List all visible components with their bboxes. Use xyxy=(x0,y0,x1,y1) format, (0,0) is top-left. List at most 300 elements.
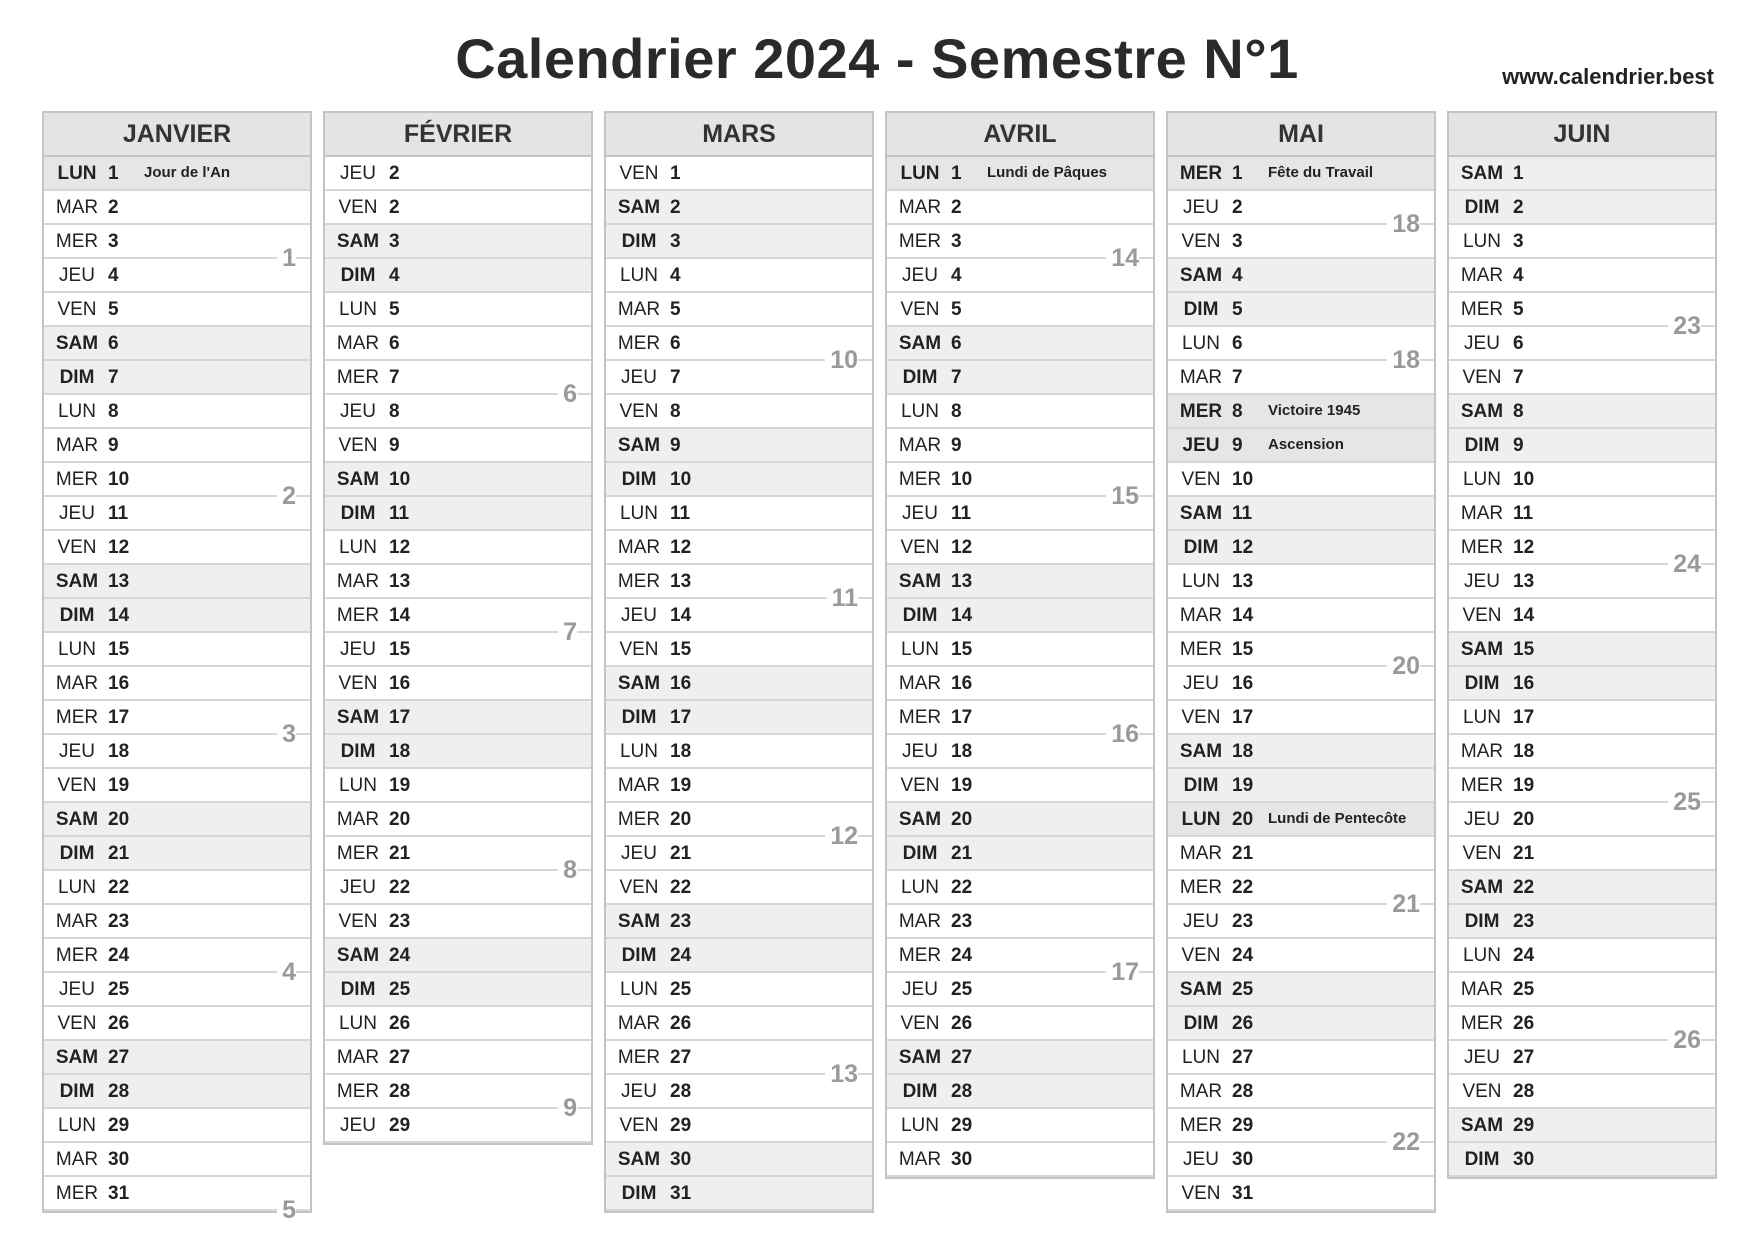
day-number: 29 xyxy=(108,1115,130,1136)
day-row[interactable] xyxy=(44,565,310,599)
day-row[interactable] xyxy=(606,497,872,531)
day-number: 4 xyxy=(108,265,119,286)
day-row[interactable] xyxy=(1449,1143,1715,1177)
day-row[interactable] xyxy=(44,463,310,497)
day-row[interactable] xyxy=(1168,1075,1434,1109)
website-url[interactable]: www.calendrier.best xyxy=(1502,64,1714,89)
day-name: LUN xyxy=(338,299,377,320)
day-number: 6 xyxy=(670,333,681,354)
day-row[interactable] xyxy=(325,905,591,939)
day-row[interactable] xyxy=(1449,735,1715,769)
day-row[interactable] xyxy=(325,327,591,361)
page-title: Calendrier 2024 - Semestre N°1 xyxy=(455,27,1299,90)
day-row[interactable] xyxy=(44,803,310,837)
day-number: 27 xyxy=(108,1047,130,1068)
day-row[interactable] xyxy=(325,939,591,973)
day-row[interactable] xyxy=(606,973,872,1007)
day-number: 18 xyxy=(670,741,692,762)
day-row[interactable] xyxy=(606,429,872,463)
holiday-label: Lundi de Pâques xyxy=(987,164,1108,181)
day-name: JEU xyxy=(1464,333,1500,354)
day-name: SAM xyxy=(55,571,99,592)
day-name: JEU xyxy=(59,503,95,524)
day-row[interactable] xyxy=(606,1177,872,1211)
day-number: 4 xyxy=(951,265,962,286)
day-number: 27 xyxy=(1232,1047,1254,1068)
day-row[interactable] xyxy=(44,1109,310,1143)
day-row[interactable] xyxy=(325,1041,591,1075)
day-row[interactable] xyxy=(44,667,310,701)
day-row[interactable] xyxy=(1449,225,1715,259)
day-row[interactable] xyxy=(325,497,591,531)
day-row[interactable] xyxy=(44,1143,310,1177)
day-name: DIM xyxy=(59,843,95,864)
day-row[interactable] xyxy=(325,837,591,871)
day-row[interactable] xyxy=(325,803,591,837)
day-number: 14 xyxy=(108,605,130,626)
day-number: 14 xyxy=(1513,605,1535,626)
day-name: MAR xyxy=(1460,503,1504,524)
day-number: 19 xyxy=(389,775,411,796)
day-row[interactable] xyxy=(887,803,1153,837)
day-row[interactable] xyxy=(325,531,591,565)
day-row[interactable] xyxy=(606,701,872,735)
day-row[interactable] xyxy=(887,667,1153,701)
day-row[interactable] xyxy=(1168,293,1434,327)
day-row[interactable] xyxy=(887,361,1153,395)
day-number: 1 xyxy=(951,163,962,184)
week-divider xyxy=(1324,903,1384,905)
day-row[interactable] xyxy=(606,769,872,803)
day-row[interactable] xyxy=(44,599,310,633)
day-number: 12 xyxy=(670,537,692,558)
day-number: 31 xyxy=(670,1183,692,1204)
day-row[interactable] xyxy=(1449,973,1715,1007)
day-row[interactable] xyxy=(887,1109,1153,1143)
day-row[interactable] xyxy=(1449,1109,1715,1143)
day-row[interactable] xyxy=(1449,395,1715,429)
day-row[interactable] xyxy=(44,735,310,769)
day-row[interactable] xyxy=(606,1007,872,1041)
day-row[interactable] xyxy=(606,939,872,973)
day-row[interactable] xyxy=(44,429,310,463)
day-row[interactable] xyxy=(1449,939,1715,973)
day-name: MER xyxy=(617,333,661,354)
day-row[interactable] xyxy=(44,531,310,565)
day-name: MAR xyxy=(1460,741,1504,762)
day-name: SAM xyxy=(898,809,942,830)
day-name: LUN xyxy=(900,1115,939,1136)
week-number: 10 xyxy=(825,346,858,374)
day-number: 24 xyxy=(389,945,411,966)
day-number: 7 xyxy=(389,367,400,388)
day-row[interactable] xyxy=(325,1075,591,1109)
day-number: 5 xyxy=(1513,299,1524,320)
day-row[interactable] xyxy=(44,1075,310,1109)
day-name: MER xyxy=(1179,639,1223,660)
day-row[interactable] xyxy=(325,429,591,463)
day-row[interactable] xyxy=(1449,667,1715,701)
day-name: MAR xyxy=(898,1149,942,1170)
day-number: 10 xyxy=(670,469,692,490)
day-row[interactable] xyxy=(1168,259,1434,293)
day-name: SAM xyxy=(898,571,942,592)
day-name: JEU xyxy=(1183,1149,1219,1170)
day-name: SAM xyxy=(55,1047,99,1068)
day-number: 29 xyxy=(670,1115,692,1136)
week-number: 18 xyxy=(1387,210,1420,238)
day-number: 22 xyxy=(1232,877,1254,898)
day-name: LUN xyxy=(338,1013,377,1034)
day-row[interactable] xyxy=(1168,735,1434,769)
day-row[interactable] xyxy=(606,463,872,497)
day-name: MER xyxy=(898,945,942,966)
day-name: LUN xyxy=(1181,571,1220,592)
day-row[interactable] xyxy=(1168,1041,1434,1075)
week-divider xyxy=(200,257,260,259)
day-row[interactable] xyxy=(325,361,591,395)
day-name: SAM xyxy=(1460,163,1504,184)
day-row[interactable] xyxy=(1168,939,1434,973)
day-row[interactable] xyxy=(44,327,310,361)
month-header: MARS xyxy=(606,113,872,157)
day-number: 30 xyxy=(1513,1149,1535,1170)
day-row[interactable] xyxy=(606,1143,872,1177)
day-number: 11 xyxy=(670,503,691,524)
day-number: 20 xyxy=(1232,809,1254,830)
day-number: 21 xyxy=(108,843,130,864)
week-divider xyxy=(1605,325,1665,327)
day-row[interactable] xyxy=(325,599,591,633)
day-row[interactable] xyxy=(606,667,872,701)
day-name: SAM xyxy=(55,809,99,830)
day-row[interactable] xyxy=(44,259,310,293)
day-row[interactable] xyxy=(325,157,591,191)
day-row[interactable] xyxy=(44,1177,310,1211)
day-row[interactable] xyxy=(325,395,591,429)
day-row[interactable] xyxy=(1168,395,1434,429)
day-name: LUN xyxy=(1181,333,1220,354)
day-name: DIM xyxy=(59,1081,95,1102)
day-row[interactable] xyxy=(325,871,591,905)
day-row[interactable] xyxy=(887,1075,1153,1109)
day-row[interactable] xyxy=(887,769,1153,803)
day-row[interactable] xyxy=(44,497,310,531)
day-number: 27 xyxy=(389,1047,411,1068)
day-row[interactable] xyxy=(1449,1075,1715,1109)
day-number: 17 xyxy=(389,707,411,728)
day-row[interactable] xyxy=(606,633,872,667)
day-row[interactable] xyxy=(44,1041,310,1075)
day-row[interactable] xyxy=(1449,871,1715,905)
week-divider xyxy=(1605,563,1665,565)
day-row[interactable] xyxy=(1168,497,1434,531)
day-number: 3 xyxy=(951,231,962,252)
day-row[interactable] xyxy=(606,905,872,939)
day-number: 4 xyxy=(1232,265,1243,286)
day-name: LUN xyxy=(619,979,658,1000)
day-number: 11 xyxy=(1232,503,1253,524)
day-row[interactable] xyxy=(325,973,591,1007)
day-row[interactable] xyxy=(1449,361,1715,395)
day-number: 7 xyxy=(108,367,119,388)
day-row[interactable] xyxy=(887,327,1153,361)
day-row[interactable] xyxy=(325,463,591,497)
day-row[interactable] xyxy=(44,293,310,327)
day-row[interactable] xyxy=(887,1007,1153,1041)
day-row[interactable] xyxy=(1168,565,1434,599)
day-row[interactable] xyxy=(1168,429,1434,463)
day-number: 16 xyxy=(389,673,411,694)
day-number: 15 xyxy=(670,639,692,660)
day-name: DIM xyxy=(1183,537,1219,558)
day-row[interactable] xyxy=(887,1143,1153,1177)
day-row[interactable] xyxy=(887,157,1153,191)
day-row[interactable] xyxy=(887,191,1153,225)
day-name: SAM xyxy=(617,673,661,694)
day-number: 6 xyxy=(951,333,962,354)
day-number: 9 xyxy=(1232,435,1243,456)
day-number: 31 xyxy=(1232,1183,1254,1204)
day-row[interactable] xyxy=(44,361,310,395)
day-row[interactable] xyxy=(1449,259,1715,293)
day-row[interactable] xyxy=(325,769,591,803)
day-name: MAR xyxy=(1179,605,1223,626)
day-number: 25 xyxy=(951,979,973,1000)
day-number: 24 xyxy=(670,945,692,966)
day-row[interactable] xyxy=(325,735,591,769)
week-divider xyxy=(200,495,260,497)
day-name: JEU xyxy=(340,877,376,898)
day-row[interactable] xyxy=(325,633,591,667)
day-number: 19 xyxy=(108,775,130,796)
day-number: 6 xyxy=(1232,333,1243,354)
day-row[interactable] xyxy=(1168,701,1434,735)
day-row[interactable] xyxy=(325,293,591,327)
day-number: 26 xyxy=(951,1013,973,1034)
day-number: 22 xyxy=(389,877,411,898)
week-divider xyxy=(762,359,822,361)
day-row[interactable] xyxy=(44,225,310,259)
day-number: 18 xyxy=(108,741,130,762)
day-name: VEN xyxy=(1462,843,1502,864)
day-name: SAM xyxy=(1460,877,1504,898)
week-divider xyxy=(762,597,822,599)
day-number: 23 xyxy=(389,911,411,932)
day-number: 19 xyxy=(670,775,692,796)
day-row[interactable] xyxy=(44,191,310,225)
day-row[interactable] xyxy=(1449,837,1715,871)
day-row[interactable] xyxy=(44,395,310,429)
day-row[interactable] xyxy=(325,191,591,225)
day-name: MAR xyxy=(336,1047,380,1068)
day-row[interactable] xyxy=(1168,463,1434,497)
day-row[interactable] xyxy=(44,973,310,1007)
day-name: MER xyxy=(1179,163,1223,184)
week-divider xyxy=(481,393,541,395)
day-name: MAR xyxy=(617,299,661,320)
day-row[interactable] xyxy=(1449,157,1715,191)
day-number: 10 xyxy=(951,469,973,490)
day-number: 13 xyxy=(1232,571,1254,592)
day-name: VEN xyxy=(619,163,659,184)
day-number: 12 xyxy=(1232,537,1254,558)
day-number: 15 xyxy=(389,639,411,660)
day-row[interactable] xyxy=(325,225,591,259)
day-row[interactable] xyxy=(1449,429,1715,463)
day-row[interactable] xyxy=(887,1041,1153,1075)
day-row[interactable] xyxy=(1168,769,1434,803)
day-row[interactable] xyxy=(325,701,591,735)
day-row[interactable] xyxy=(887,599,1153,633)
day-row[interactable] xyxy=(1449,497,1715,531)
day-name: LUN xyxy=(1181,809,1221,830)
day-row[interactable] xyxy=(606,531,872,565)
day-row[interactable] xyxy=(1449,191,1715,225)
day-number: 2 xyxy=(951,197,962,218)
day-name: DIM xyxy=(1464,435,1500,456)
day-number: 10 xyxy=(1513,469,1535,490)
day-number: 13 xyxy=(951,571,973,592)
day-row[interactable] xyxy=(606,157,872,191)
day-number: 9 xyxy=(1513,435,1524,456)
day-row[interactable] xyxy=(887,871,1153,905)
month-column xyxy=(1447,111,1717,1179)
week-divider xyxy=(1324,1141,1384,1143)
day-name: VEN xyxy=(619,1115,659,1136)
day-row[interactable] xyxy=(44,157,310,191)
day-row[interactable] xyxy=(606,1109,872,1143)
day-row[interactable] xyxy=(887,905,1153,939)
day-number: 29 xyxy=(1232,1115,1254,1136)
day-name: DIM xyxy=(340,741,376,762)
day-number: 5 xyxy=(1232,299,1243,320)
day-number: 7 xyxy=(1513,367,1524,388)
day-row[interactable] xyxy=(1449,599,1715,633)
day-name: SAM xyxy=(336,945,380,966)
day-name: DIM xyxy=(340,979,376,1000)
day-name: VEN xyxy=(900,1013,940,1034)
day-name: VEN xyxy=(338,197,378,218)
day-name: MER xyxy=(1179,877,1223,898)
day-row[interactable] xyxy=(606,259,872,293)
day-name: MAR xyxy=(617,1013,661,1034)
day-name: LUN xyxy=(57,401,96,422)
day-row[interactable] xyxy=(44,905,310,939)
day-row[interactable] xyxy=(1449,633,1715,667)
holiday-label: Fête du Travail xyxy=(1268,164,1374,181)
day-name: LUN xyxy=(57,163,97,184)
day-row[interactable] xyxy=(325,259,591,293)
day-name: LUN xyxy=(900,877,939,898)
week-number: 8 xyxy=(558,856,577,884)
day-row[interactable] xyxy=(325,565,591,599)
day-name: SAM xyxy=(898,1047,942,1068)
day-row[interactable] xyxy=(1168,837,1434,871)
day-row[interactable] xyxy=(606,735,872,769)
day-row[interactable] xyxy=(887,293,1153,327)
day-row[interactable] xyxy=(1168,531,1434,565)
day-row[interactable] xyxy=(1168,1007,1434,1041)
day-number: 7 xyxy=(1232,367,1243,388)
day-row[interactable] xyxy=(606,395,872,429)
day-row[interactable] xyxy=(606,191,872,225)
day-name: DIM xyxy=(621,1183,657,1204)
week-number: 16 xyxy=(1106,720,1139,748)
day-row[interactable] xyxy=(325,1007,591,1041)
day-row[interactable] xyxy=(325,667,591,701)
day-row[interactable] xyxy=(44,939,310,973)
day-name: JEU xyxy=(340,163,376,184)
day-number: 1 xyxy=(670,163,681,184)
day-number: 20 xyxy=(1513,809,1535,830)
day-number: 2 xyxy=(108,197,119,218)
day-name: SAM xyxy=(1179,265,1223,286)
day-name: VEN xyxy=(1462,1081,1502,1102)
week-number: 20 xyxy=(1387,652,1420,680)
day-name: MAR xyxy=(336,571,380,592)
day-number: 6 xyxy=(108,333,119,354)
day-row[interactable] xyxy=(1168,157,1434,191)
day-name: MAR xyxy=(55,197,99,218)
day-row[interactable] xyxy=(1449,463,1715,497)
day-number: 29 xyxy=(389,1115,411,1136)
day-name: DIM xyxy=(902,605,938,626)
holiday-label: Victoire 1945 xyxy=(1268,402,1361,419)
day-row[interactable] xyxy=(887,565,1153,599)
day-row[interactable] xyxy=(887,395,1153,429)
day-row[interactable] xyxy=(606,871,872,905)
day-name: MAR xyxy=(1460,979,1504,1000)
day-name: LUN xyxy=(1462,469,1501,490)
day-row[interactable] xyxy=(1168,1177,1434,1211)
day-number: 20 xyxy=(951,809,973,830)
day-name: LUN xyxy=(57,877,96,898)
day-row[interactable] xyxy=(1449,701,1715,735)
day-row[interactable] xyxy=(887,837,1153,871)
day-row[interactable] xyxy=(887,531,1153,565)
week-divider xyxy=(1324,359,1384,361)
day-row[interactable] xyxy=(1168,599,1434,633)
day-name: SAM xyxy=(336,469,380,490)
day-row[interactable] xyxy=(44,769,310,803)
day-name: MER xyxy=(1179,1115,1223,1136)
day-row[interactable] xyxy=(887,429,1153,463)
day-row[interactable] xyxy=(325,1109,591,1143)
day-row[interactable] xyxy=(606,293,872,327)
day-row[interactable] xyxy=(1168,973,1434,1007)
day-number: 7 xyxy=(951,367,962,388)
day-number: 5 xyxy=(389,299,400,320)
day-name: SAM xyxy=(336,231,380,252)
day-number: 6 xyxy=(1513,333,1524,354)
day-row[interactable] xyxy=(887,633,1153,667)
day-row[interactable] xyxy=(44,633,310,667)
day-row[interactable] xyxy=(44,871,310,905)
day-row[interactable] xyxy=(44,701,310,735)
week-number: 14 xyxy=(1106,244,1139,272)
day-number: 26 xyxy=(1513,1013,1535,1034)
day-row[interactable] xyxy=(44,1007,310,1041)
day-row[interactable] xyxy=(1449,905,1715,939)
day-name: VEN xyxy=(57,299,97,320)
month-header: FÉVRIER xyxy=(325,113,591,157)
day-name: MER xyxy=(55,945,99,966)
day-row[interactable] xyxy=(44,837,310,871)
day-row[interactable] xyxy=(606,225,872,259)
day-number: 26 xyxy=(1232,1013,1254,1034)
day-row[interactable] xyxy=(1168,803,1434,837)
